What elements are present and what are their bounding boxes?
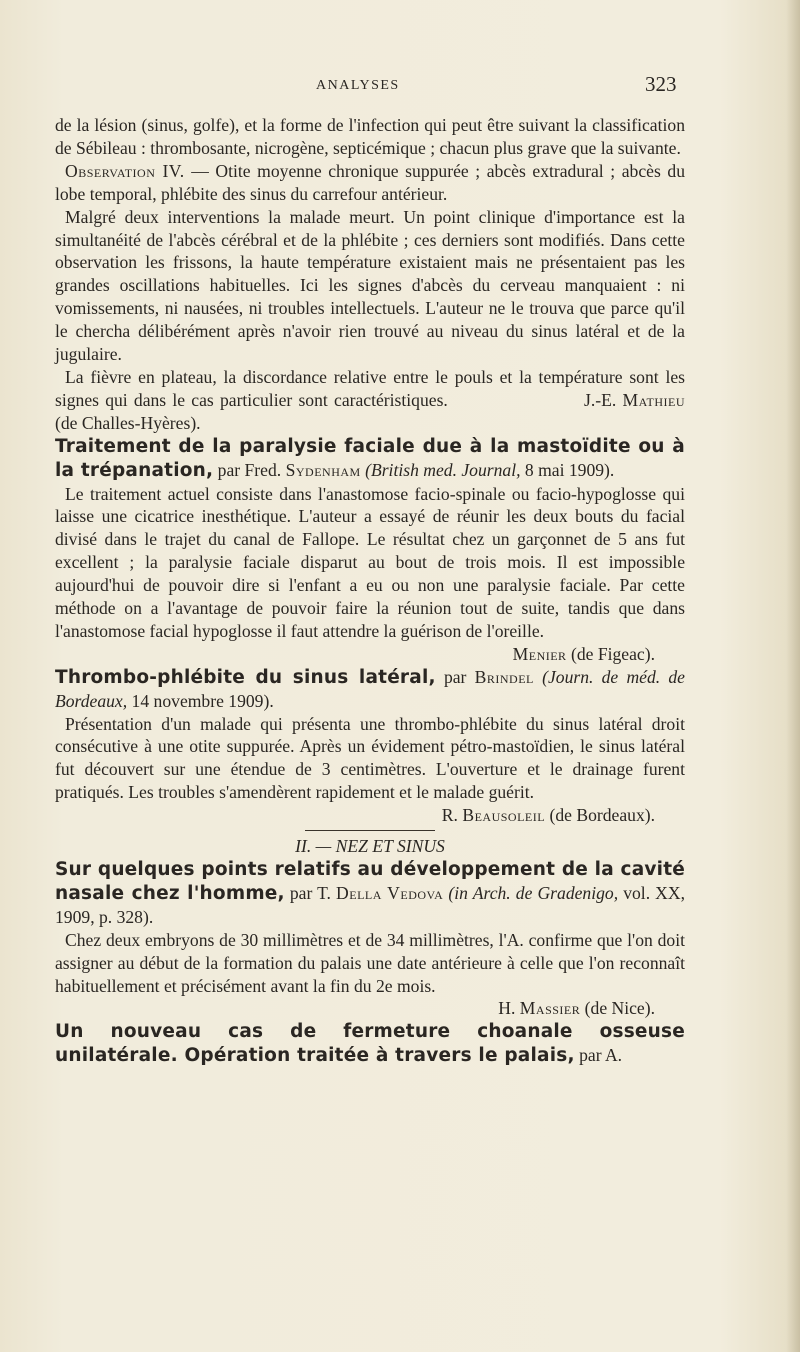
body-text: [55, 114, 685, 1068]
clinical-paragraph: Malgré deux interventions la malade meurt. Un point clinique d'importance est la simultanéité de l'abcès cérébral et de la phlébite ; ces derniers sont modifiés. Dans cette observation les frissons, la haute température existaient mais ne présentaient pas les grandes oscillations habituelles. Ici les signes d'abcès du cerveau manquaient : ni vomissements, ni nausées, ni troubles intellectuels. L'auteur ne le trouva que parce qu'il le chercha délibérément après n'avoir rien trouvé au niveau du sinus latéral et de la jugulaire.: [55, 206, 685, 365]
signature-menier: Menier (de Figeac).: [512, 643, 655, 664]
section-rule: [305, 830, 435, 831]
article-vedova-heading: Sur quelques points relatifs au développement de la cavité nasale chez l'homme, par T. Della Vedova (in Arch. de Gradenigo, vol. XX, 1909, p. 328).: [55, 859, 685, 927]
article-title: Thrombo-phlébite du sinus latéral,: [55, 666, 436, 688]
page-number: 323: [645, 72, 677, 96]
article-journal: (in Arch. de Gradenigo,: [443, 882, 619, 903]
article-sydenham-heading: Traitement de la paralysie faciale due à la mastoïdite ou à la trépanation, par Fred. Sydenham (British med. Journal, 8 mai 1909).: [55, 435, 685, 481]
running-title: ANALYSES: [316, 78, 400, 93]
article-brindel-heading: Thrombo-phlébite du sinus latéral, par Brindel (Journ. de méd. de Bordeaux, 14 novembre 1909).: [55, 666, 685, 711]
fever-text: La fièvre en plateau, la discordance relative entre le pouls et la température sont les signes qui dans le cas particulier sont caractéristiques.: [55, 366, 685, 410]
article-title: Traitement de la paralysie faciale due à la mastoïdite ou à la trépanation,: [55, 435, 685, 481]
article-choanal-heading: Un nouveau cas de fermeture choanale osseuse unilatérale. Opération traitée à travers le palais, par A.: [55, 1021, 685, 1067]
page-header: [0, 72, 800, 102]
article-author: Sydenham: [285, 459, 361, 480]
observation-paragraph: [55, 160, 685, 206]
article-title: Un nouveau cas de fermeture choanale osseuse unilatérale. Opération traitée à travers le palais,: [55, 1021, 685, 1067]
paragraph-continuation: de la lésion (sinus, golfe), et la forme de l'infection qui peut être suivant la classification de Sébileau : thrombosante, nicrogène, septicémique ; chacun plus grave que la suivante.: [55, 115, 685, 158]
article-sydenham-body: Le traitement actuel consiste dans l'anastomose facio-spinale ou facio-hypoglosse qui laisse une cicatrice inesthétique. L'auteur a essayé de réunir les deux bouts du facial divisé dans le trajet du canal de Fallope. Le résultat chez un garçonnet de 5 ans fut excellent ; la paralysie faciale disparut au bout de trois mois. Il est impossible aujourd'hui de pouvoir dire si l'enfant a eu ou non une paralysie faciale. Par cette méthode on a l'avantage de pouvoir faire la réunion tout de suite, tandis que dans l'anastomose facial hypoglosse il faut attendre la guérison de l'oreille.: [55, 483, 685, 641]
article-title: Sur quelques points relatifs au développement de la cavité nasale chez l'homme,: [55, 859, 685, 904]
article-journal: (British med. Journal,: [360, 459, 521, 480]
observation-label: Observation IV.: [65, 160, 185, 181]
article-brindel-body: Présentation d'un malade qui présenta une thrombo-phlébite du sinus latéral droit consécutive à une otite suppurée. Après un évidement pétro-mastoïdien, le sinus latéral fut découvert sur une étendue de 3 centimètres. L'ouverture et le drainage furent pratiqués. Les troubles s'amendèrent rapidement et le malade guérit.: [55, 713, 685, 803]
page-edge-shadow: [786, 0, 800, 1352]
signature-beausoleil: R. Beausoleil (de Bordeaux).: [441, 805, 655, 826]
observation-text: — Otite moyenne chronique suppurée ; abcès extradural ; abcès du lobe temporal, phlébite des sinus du carrefour antérieur.: [55, 160, 685, 204]
section-title: II. — NEZ ET SINUS: [295, 836, 445, 857]
signature-mathieu: J.-E. Mathieu (de Challes-Hyères).: [55, 389, 685, 433]
fever-paragraph: [55, 366, 685, 435]
signature-massier: H. Massier (de Nice).: [498, 998, 655, 1019]
article-author: Brindel: [474, 666, 534, 687]
article-vedova-body: Chez deux embryons de 30 millimètres et de 34 millimètres, l'A. confirme que l'on doit assigner au début de la formation du palais une date antérieure à celle que l'on reconnaît habituellement et précisément avant la fin du 2e mois.: [55, 929, 685, 996]
article-author: Della Vedova: [336, 882, 444, 903]
article-journal: (Journ. de méd. de Bordeaux,: [55, 666, 685, 711]
